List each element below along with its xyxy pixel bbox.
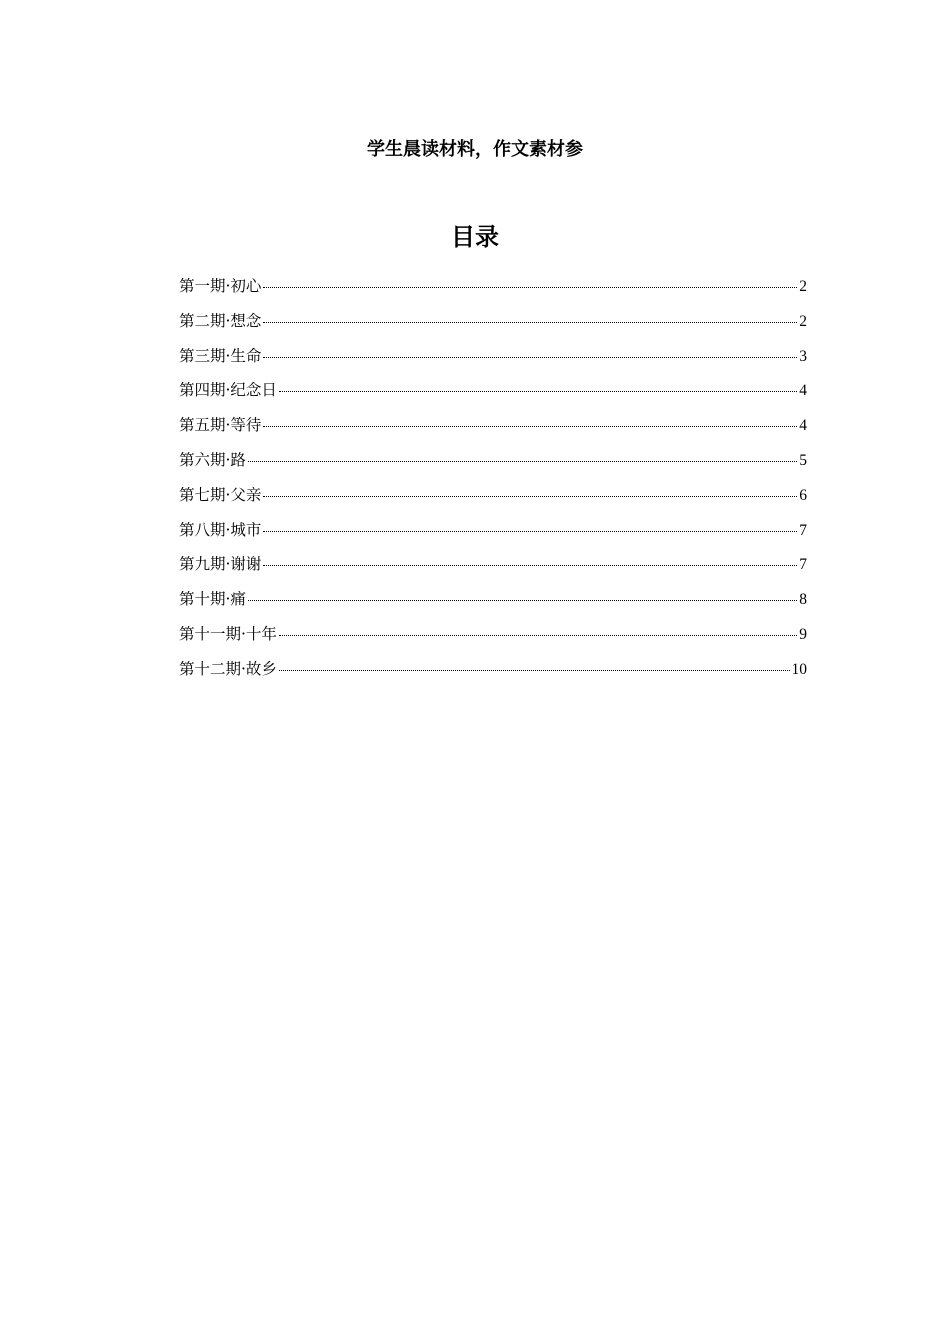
toc-entry-label: 第七期·父亲 <box>179 485 262 504</box>
toc-entry-page: 9 <box>799 625 807 643</box>
toc-entry[interactable] <box>179 448 807 483</box>
toc-entry-label: 第一期·初心 <box>179 277 262 295</box>
toc-entry-page: 2 <box>799 312 807 330</box>
toc-entry-page: 6 <box>799 486 807 504</box>
toc-heading: 目录 <box>451 223 499 251</box>
toc-dot-leader <box>263 425 797 427</box>
toc-dot-leader <box>263 356 797 358</box>
toc-entry-page: 8 <box>799 591 807 609</box>
toc-entry-label: 第二期·想念 <box>179 311 262 330</box>
document-title: 学生晨读材料，作文素材参 <box>367 139 583 160</box>
toc-entry[interactable] <box>179 413 807 448</box>
toc-entry-page: 7 <box>799 521 807 539</box>
toc-dot-leader <box>263 530 797 532</box>
toc-entry[interactable] <box>179 622 807 657</box>
toc-dot-leader <box>263 321 797 323</box>
toc-entry-label: 第九期·谢谢 <box>179 555 262 574</box>
toc-entry-page: 3 <box>799 347 807 365</box>
toc-entry[interactable] <box>179 274 807 309</box>
toc-entry[interactable] <box>179 518 807 553</box>
toc-dot-leader <box>248 460 797 462</box>
table-of-contents <box>179 274 807 692</box>
toc-entry-label: 第五期·等待 <box>179 416 262 435</box>
toc-entry[interactable] <box>179 552 807 587</box>
toc-entry-page: 4 <box>799 417 807 435</box>
toc-dot-leader <box>263 286 797 288</box>
toc-entry-label: 第十二期·故乡 <box>179 659 277 678</box>
toc-entry-page: 7 <box>799 556 807 574</box>
toc-entry[interactable] <box>179 483 807 518</box>
toc-entry-label: 第四期·纪念日 <box>179 381 277 400</box>
toc-dot-leader <box>279 669 790 671</box>
toc-dot-leader <box>263 564 797 566</box>
toc-entry-page: 10 <box>791 660 807 678</box>
toc-dot-leader <box>279 390 797 392</box>
toc-entry-label: 第十期·痛 <box>179 590 246 609</box>
toc-entry[interactable] <box>179 378 807 413</box>
toc-entry-page: 5 <box>799 451 807 469</box>
toc-entry[interactable] <box>179 587 807 622</box>
toc-dot-leader <box>248 599 797 601</box>
toc-entry-label: 第十一期·十年 <box>179 624 277 643</box>
toc-dot-leader <box>279 634 797 636</box>
toc-entry-page: 4 <box>799 382 807 400</box>
toc-entry[interactable] <box>179 344 807 379</box>
toc-dot-leader <box>263 495 797 497</box>
toc-entry-label: 第六期·路 <box>179 450 246 469</box>
toc-entry-label: 第八期·城市 <box>179 520 262 539</box>
toc-entry-label: 第三期·生命 <box>179 346 262 365</box>
toc-entry[interactable] <box>179 657 807 692</box>
toc-entry[interactable] <box>179 309 807 344</box>
toc-entry-page: 2 <box>799 278 807 295</box>
